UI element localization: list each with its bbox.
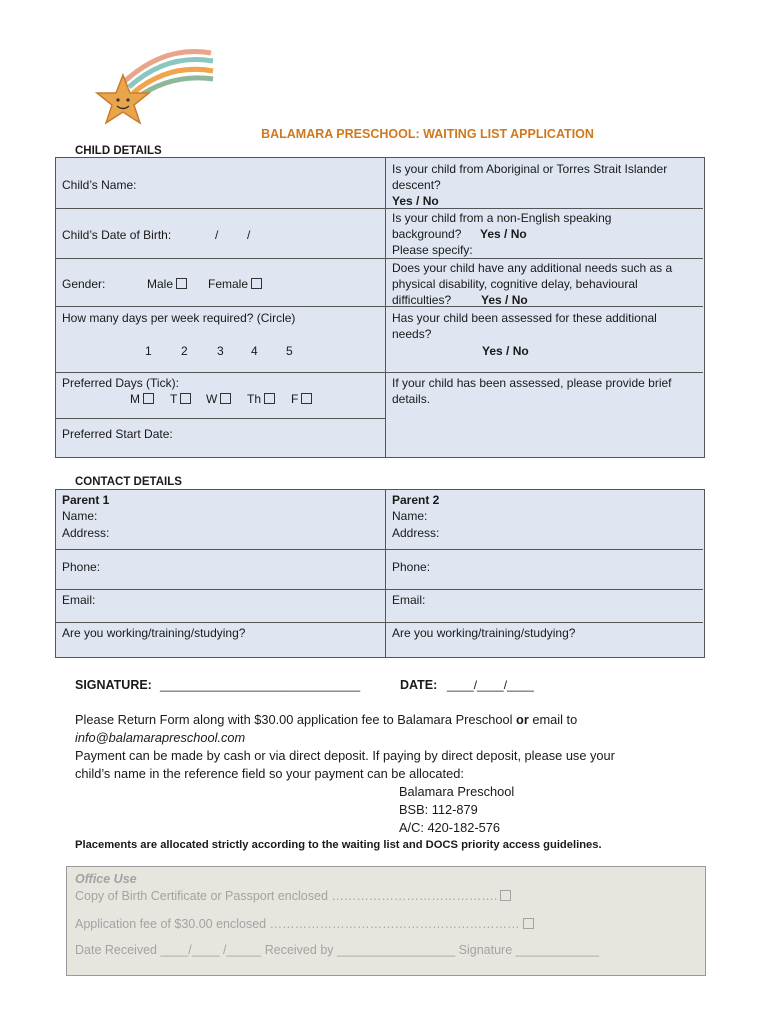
bank-bsb: BSB: 112-879 <box>399 802 478 817</box>
dob-separator: / <box>215 228 219 242</box>
details-question-cont: details. <box>392 392 431 406</box>
day-option[interactable]: 1 <box>145 344 152 358</box>
day-option[interactable]: 4 <box>251 344 258 358</box>
shooting-star-logo <box>95 45 215 135</box>
day-option[interactable]: 2 <box>181 344 188 358</box>
email-address[interactable]: info@balamarapreschool.com <box>75 730 246 745</box>
preferred-start-date-label: Preferred Start Date: <box>62 427 173 441</box>
dob-label: Child’s Date of Birth: <box>62 228 172 242</box>
assessed-answer[interactable]: Yes / No <box>482 344 529 358</box>
date-line[interactable]: ____/____/____ <box>447 678 534 692</box>
bank-account-number: A/C: 420-182-576 <box>399 820 501 835</box>
bank-account-name: Balamara Preschool <box>399 784 515 799</box>
childs-name-label: Child’s Name: <box>62 178 137 192</box>
return-instructions: Please Return Form along with $30.00 application fee to Balamara Preschool or email to <box>75 712 578 727</box>
weekday-option[interactable]: F <box>291 391 312 407</box>
needs-answer[interactable]: Yes / No <box>481 293 528 307</box>
office-birth-certificate-line: Copy of Birth Certificate or Passport enclosed …………………………………. <box>75 888 511 904</box>
needs-question: Does your child have any additional needs such as a <box>392 261 673 275</box>
parent1-email-label: Email: <box>62 593 96 607</box>
needs-question-cont: difficulties? <box>392 293 452 307</box>
weekday-option[interactable]: T <box>170 391 191 407</box>
date-label: DATE: <box>400 678 438 692</box>
days-per-week-question: How many days per week required? (Circle) <box>62 311 296 325</box>
aboriginal-question: Is your child from Aboriginal or Torres Strait Islander <box>392 162 668 176</box>
parent1-working-label: Are you working/training/studying? <box>62 626 246 640</box>
child-details-table <box>55 157 705 458</box>
details-question: If your child has been assessed, please provide brief <box>392 376 672 390</box>
child-details-heading: CHILD DETAILS <box>75 145 162 157</box>
weekday-option[interactable]: Th <box>247 391 275 407</box>
weekday-option[interactable]: W <box>206 391 231 407</box>
parent2-address-label: Address: <box>392 526 440 540</box>
signature-line[interactable]: ______________________________ <box>160 678 361 692</box>
day-option[interactable]: 5 <box>286 344 293 358</box>
parent2-working-label: Are you working/training/studying? <box>392 626 576 640</box>
checkbox-icon[interactable] <box>180 393 191 404</box>
parent1-phone-label: Phone: <box>62 560 101 574</box>
checkbox-icon[interactable] <box>251 278 262 289</box>
checkbox-icon[interactable] <box>523 918 534 929</box>
assessed-question: Has your child been assessed for these additional <box>392 311 657 325</box>
nesb-specify: Please specify: <box>392 243 473 257</box>
checkbox-icon[interactable] <box>220 393 231 404</box>
dob-separator: / <box>247 228 251 242</box>
checkbox-icon[interactable] <box>176 278 187 289</box>
parent1-name-label: Name: <box>62 509 98 523</box>
aboriginal-question-cont: descent? <box>392 178 441 192</box>
preferred-days-label: Preferred Days (Tick): <box>62 376 179 390</box>
parent2-heading: Parent 2 <box>392 493 440 507</box>
nesb-question: Is your child from a non-English speaking <box>392 211 612 225</box>
gender-label: Gender: <box>62 277 106 291</box>
checkbox-icon[interactable] <box>264 393 275 404</box>
needs-question-cont: physical disability, cognitive delay, behavioural <box>392 277 638 291</box>
checkbox-icon[interactable] <box>301 393 312 404</box>
checkbox-icon[interactable] <box>143 393 154 404</box>
weekday-option[interactable]: M <box>130 391 154 407</box>
parent2-phone-label: Phone: <box>392 560 431 574</box>
payment-instructions-cont: child’s name in the reference field so your payment can be allocated: <box>75 766 464 781</box>
office-use-box <box>66 866 706 976</box>
office-use-heading: Office Use <box>75 872 137 886</box>
day-option[interactable]: 3 <box>217 344 224 358</box>
contact-details-heading: CONTACT DETAILS <box>75 476 182 488</box>
placements-note: Placements are allocated strictly according to the waiting list and DOCS priority access guidelines. <box>75 839 602 851</box>
parent1-address-label: Address: <box>62 526 110 540</box>
aboriginal-answer[interactable]: Yes / No <box>392 194 439 208</box>
nesb-question-cont: background? <box>392 227 462 241</box>
form-title: BALAMARA PRESCHOOL: WAITING LIST APPLICATION <box>261 127 594 141</box>
office-fee-line: Application fee of $30.00 enclosed …………………………………………………… <box>75 916 534 932</box>
payment-instructions: Payment can be made by cash or via direct deposit. If paying by direct deposit, please use your <box>75 748 615 763</box>
parent1-heading: Parent 1 <box>62 493 110 507</box>
office-received-line: Date Received ____/____ /_____ Received by _________________ Signature ____________ <box>75 943 600 957</box>
parent2-email-label: Email: <box>392 593 426 607</box>
signature-label: SIGNATURE: <box>75 678 152 692</box>
parent2-name-label: Name: <box>392 509 428 523</box>
nesb-answer[interactable]: Yes / No <box>480 227 527 241</box>
gender-male-option[interactable]: Male <box>147 276 187 292</box>
checkbox-icon[interactable] <box>500 890 511 901</box>
gender-female-option[interactable]: Female <box>208 276 262 292</box>
assessed-question-cont: needs? <box>392 327 432 341</box>
